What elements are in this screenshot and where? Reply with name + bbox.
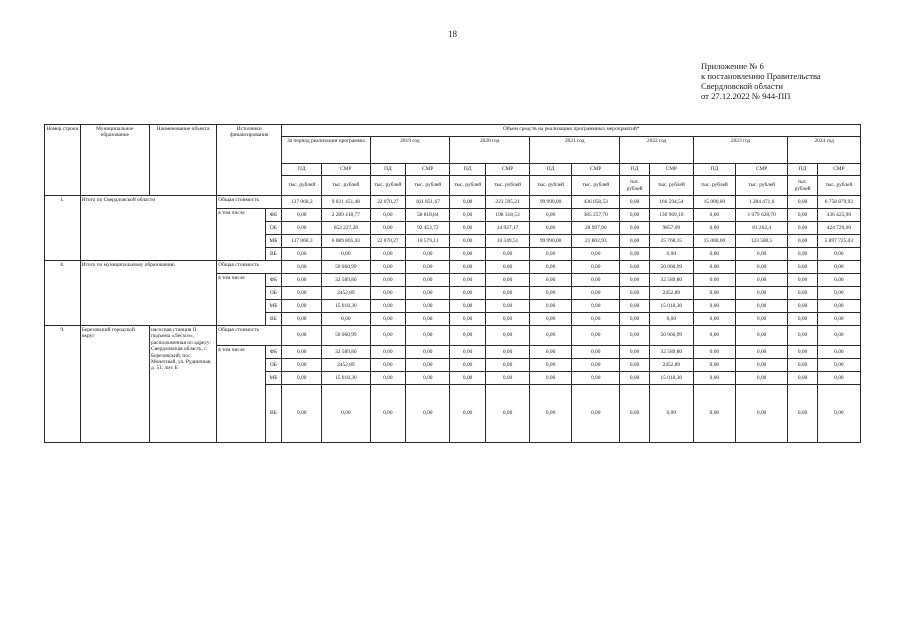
value-cell: 0,00 (693, 274, 735, 287)
value-cell: 0,00 (530, 385, 572, 443)
funding-source-label (217, 359, 265, 372)
value-cell: 0,00 (450, 300, 486, 313)
header-pd: ПД (620, 164, 649, 176)
funding-source-code: ФБ (265, 274, 282, 287)
value-cell: 0,00 (282, 346, 322, 359)
value-cell: 0,00 (486, 300, 530, 313)
value-cell: 50 060,99 (649, 261, 693, 274)
municipality-name: Березовский городской округ (80, 326, 149, 443)
value-cell: 0,00 (370, 261, 406, 274)
value-cell: 0,00 (735, 261, 788, 274)
value-cell: 0,00 (530, 372, 572, 385)
header-row-number: Номер строки (45, 125, 81, 196)
row-number: 8. (45, 261, 81, 326)
page-number: 18 (448, 29, 457, 39)
value-cell: 223 595,21 (486, 196, 530, 209)
value-cell: 0,00 (282, 313, 322, 326)
value-cell: 0,00 (693, 300, 735, 313)
value-cell: 0,00 (370, 274, 406, 287)
value-cell: 0,00 (620, 209, 649, 222)
value-cell: 0,00 (817, 385, 860, 443)
value-cell: 6 758 879,93 (817, 196, 860, 209)
value-cell: 0,00 (693, 385, 735, 443)
value-cell: 385 257,70 (572, 209, 620, 222)
value-cell: 0,00 (282, 326, 322, 346)
header-smr: СМР (406, 164, 450, 176)
value-cell: 50 060,99 (649, 326, 693, 346)
funding-source-code: ФБ (265, 346, 282, 359)
header-unit: тыс. рублей (735, 176, 788, 196)
value-cell: 0,00 (735, 359, 788, 372)
value-cell: 0,00 (649, 313, 693, 326)
value-cell: 0,00 (450, 235, 486, 248)
value-cell: 15 018,30 (322, 300, 370, 313)
value-cell: 0,00 (735, 248, 788, 261)
value-cell: 0,00 (530, 222, 572, 235)
value-cell: 0,00 (406, 385, 450, 443)
header-unit: тыс. рублей (620, 176, 649, 196)
value-cell: 0,00 (282, 300, 322, 313)
value-cell: 0,00 (572, 346, 620, 359)
value-cell: 0,00 (406, 261, 450, 274)
value-cell: 0,00 (370, 222, 406, 235)
value-cell: 0,00 (693, 313, 735, 326)
value-cell: 92 453,72 (406, 222, 450, 235)
value-cell: 0,00 (788, 287, 817, 300)
value-cell: 0,00 (370, 326, 406, 346)
value-cell: 0,00 (322, 385, 370, 443)
header-smr: СМР (817, 164, 860, 176)
funding-source-label (217, 222, 265, 235)
value-cell: 0,00 (620, 313, 649, 326)
value-cell: 0,00 (788, 196, 817, 209)
header-pd: ПД (450, 164, 486, 176)
value-cell: 0,00 (572, 326, 620, 346)
block-title: Итого по муниципальному образованию (80, 261, 217, 326)
value-cell: 166 594,54 (649, 196, 693, 209)
value-cell: 0,00 (450, 261, 486, 274)
value-cell: 0,00 (282, 248, 322, 261)
funding-source-code: ВБ (265, 248, 282, 261)
appendix-line-1: Приложение № 6 (701, 61, 764, 71)
header-unit: тыс. рублей (572, 176, 620, 196)
header-year-2019: 2019 год (370, 137, 450, 164)
header-period-total: За период реализации программы (282, 137, 370, 164)
value-cell: 0,00 (572, 359, 620, 372)
header-pd: ПД (693, 164, 735, 176)
value-cell: 0,00 (282, 385, 322, 443)
value-cell: 0,00 (693, 372, 735, 385)
header-object-name: Наименование объекта (150, 125, 217, 196)
value-cell: 0,00 (735, 326, 788, 346)
header-smr: СМР (649, 164, 693, 176)
value-cell: 0,00 (406, 300, 450, 313)
value-cell: 81 262,4 (735, 222, 788, 235)
value-cell: 0,00 (649, 248, 693, 261)
value-cell: 0,00 (450, 209, 486, 222)
value-cell: 99 990,00 (530, 196, 572, 209)
value-cell: 0,00 (322, 313, 370, 326)
funding-source-label (217, 372, 265, 385)
value-cell: 6 089 805,43 (322, 235, 370, 248)
value-cell: 137 060,3 (282, 235, 322, 248)
value-cell: 0,00 (788, 326, 817, 346)
value-cell: 652 227,28 (322, 222, 370, 235)
value-cell: 0,00 (450, 359, 486, 372)
value-cell: 0,00 (486, 248, 530, 261)
value-cell: 9 031 451,48 (322, 196, 370, 209)
funding-source-label: Общая стоимость (217, 261, 282, 274)
value-cell: 0,00 (572, 274, 620, 287)
value-cell: 0,00 (370, 346, 406, 359)
funding-source-label (217, 300, 265, 313)
value-cell: 0,00 (450, 274, 486, 287)
value-cell: 0,00 (572, 287, 620, 300)
value-cell: 0,00 (282, 372, 322, 385)
value-cell: 0,00 (620, 326, 649, 346)
funding-source-code: ОБ (265, 287, 282, 300)
value-cell: 28 997,90 (572, 222, 620, 235)
funding-source-label (217, 248, 265, 261)
funding-source-label: в том числе (217, 209, 265, 222)
value-cell: 0,00 (693, 222, 735, 235)
value-cell: 0,00 (788, 222, 817, 235)
value-cell: 0,00 (572, 300, 620, 313)
value-cell: 0,00 (530, 209, 572, 222)
value-cell: 0,00 (620, 248, 649, 261)
value-cell: 2452,89 (322, 359, 370, 372)
value-cell: 5 897 725,03 (817, 235, 860, 248)
value-cell: 0,00 (370, 385, 406, 443)
value-cell: 14 927,17 (486, 222, 530, 235)
funding-table (44, 124, 861, 443)
value-cell: 123 580,5 (735, 235, 788, 248)
header-unit: тыс. рублей (649, 176, 693, 196)
value-cell: 0,00 (486, 372, 530, 385)
value-cell: 32 589,80 (322, 274, 370, 287)
value-cell: 0,00 (693, 209, 735, 222)
funding-source-code: МБ (265, 372, 282, 385)
header-municipality: Муниципальное образование (80, 125, 149, 196)
value-cell: 9857,09 (649, 222, 693, 235)
value-cell: 2452,89 (322, 287, 370, 300)
header-smr: СМР (486, 164, 530, 176)
header-smr: СМР (735, 164, 788, 176)
value-cell: 130 969,10 (649, 209, 693, 222)
value-cell: 15 000,00 (693, 235, 735, 248)
value-cell: 0,00 (530, 313, 572, 326)
value-cell: 0,00 (735, 313, 788, 326)
value-cell: 0,00 (530, 287, 572, 300)
appendix-header (701, 61, 821, 101)
value-cell: 0,00 (620, 222, 649, 235)
header-unit: тыс. рублей (406, 176, 450, 196)
value-cell: 0,00 (735, 385, 788, 443)
value-cell: 22 070,27 (370, 196, 406, 209)
value-cell: 0,00 (406, 287, 450, 300)
funding-source-label (217, 287, 265, 300)
value-cell: 0,00 (817, 248, 860, 261)
value-cell: 0,00 (450, 248, 486, 261)
value-cell: 0,00 (735, 287, 788, 300)
value-cell: 0,00 (620, 287, 649, 300)
header-unit: тыс. рублей (370, 176, 406, 196)
header-unit: тыс. рублей (282, 176, 322, 196)
value-cell: 0,00 (572, 248, 620, 261)
value-cell: 0,00 (486, 287, 530, 300)
value-cell: 0,00 (817, 359, 860, 372)
value-cell: 0,00 (530, 274, 572, 287)
value-cell: 0,00 (486, 359, 530, 372)
value-cell: 0,00 (370, 372, 406, 385)
value-cell: 50 060,99 (322, 261, 370, 274)
value-cell: 0,00 (406, 313, 450, 326)
value-cell: 0,00 (450, 346, 486, 359)
value-cell: 99 990,00 (530, 235, 572, 248)
row-number: 1. (45, 196, 81, 261)
value-cell: 0,00 (530, 248, 572, 261)
header-unit: тыс. рублей (693, 176, 735, 196)
value-cell: 0,00 (817, 313, 860, 326)
funding-source-label (217, 385, 265, 443)
value-cell: 0,00 (406, 248, 450, 261)
funding-source-label: Общая стоимость (217, 196, 282, 209)
funding-source-code: ВБ (265, 313, 282, 326)
value-cell: 21 802,93 (572, 235, 620, 248)
value-cell: 0,00 (788, 209, 817, 222)
value-cell: 0,00 (693, 326, 735, 346)
table-row (45, 261, 861, 274)
value-cell: 0,00 (620, 261, 649, 274)
header-unit: тыс. рублей (450, 176, 486, 196)
value-cell: 0,00 (788, 372, 817, 385)
value-cell: 0,00 (693, 261, 735, 274)
header-unit: тыс. рублей (530, 176, 572, 196)
value-cell: 0,00 (817, 287, 860, 300)
header-unit: тыс. рублей (788, 176, 817, 196)
value-cell: 0,00 (530, 261, 572, 274)
value-cell: 0,00 (788, 300, 817, 313)
value-cell: 0,00 (406, 326, 450, 346)
value-cell: 0,00 (322, 248, 370, 261)
header-funding-sources: Источники финансирования (217, 125, 282, 196)
value-cell: 0,00 (735, 274, 788, 287)
value-cell: 0,00 (530, 346, 572, 359)
value-cell: 0,00 (530, 300, 572, 313)
value-cell: 0,00 (450, 222, 486, 235)
header-smr: СМР (572, 164, 620, 176)
value-cell: 0,00 (693, 346, 735, 359)
value-cell: 0,00 (788, 261, 817, 274)
row-number: 9. (45, 326, 81, 443)
value-cell: 0,00 (406, 372, 450, 385)
funding-source-code: ОБ (265, 359, 282, 372)
value-cell: 1 284 471,6 (735, 196, 788, 209)
value-cell: 50 060,99 (322, 326, 370, 346)
value-cell: 2452,89 (649, 287, 693, 300)
value-cell: 0,00 (788, 385, 817, 443)
funding-source-code: ВБ (265, 385, 282, 443)
value-cell: 0,00 (486, 313, 530, 326)
value-cell: 0,00 (788, 248, 817, 261)
value-cell: 0,00 (817, 326, 860, 346)
header-year-2022: 2022 год (620, 137, 693, 164)
funding-source-code: МБ (265, 235, 282, 248)
funding-source-code: ОБ (265, 222, 282, 235)
funding-source-code: МБ (265, 300, 282, 313)
value-cell: 0,00 (620, 196, 649, 209)
value-cell: 0,00 (620, 359, 649, 372)
value-cell: 0,00 (693, 248, 735, 261)
value-cell: 0,00 (450, 385, 486, 443)
value-cell: 0,00 (406, 359, 450, 372)
value-cell: 0,00 (282, 359, 322, 372)
header-smr: СМР (322, 164, 370, 176)
value-cell: 198 318,53 (486, 209, 530, 222)
value-cell: 0,00 (817, 372, 860, 385)
header-unit: тыс. рублей (817, 176, 860, 196)
value-cell: 0,00 (788, 313, 817, 326)
value-cell: 10 349,51 (486, 235, 530, 248)
value-cell: 0,00 (620, 300, 649, 313)
value-cell: 0,00 (450, 196, 486, 209)
value-cell: 0,00 (572, 261, 620, 274)
value-cell: 0,00 (370, 248, 406, 261)
appendix-line-2: к постановлению Правительства (701, 71, 821, 81)
value-cell: 32 589,80 (322, 346, 370, 359)
value-cell: 137 060,3 (282, 196, 322, 209)
header-pd: ПД (370, 164, 406, 176)
value-cell: 0,00 (282, 222, 322, 235)
value-cell: 0,00 (450, 287, 486, 300)
value-cell: 436 058,53 (572, 196, 620, 209)
funding-source-code: ФБ (265, 209, 282, 222)
header-year-2024: 2024 год (788, 137, 861, 164)
value-cell: 0,00 (693, 287, 735, 300)
value-cell: 25 768,35 (649, 235, 693, 248)
value-cell: 0,00 (282, 261, 322, 274)
value-cell: 15 000,00 (693, 196, 735, 209)
value-cell: 0,00 (788, 346, 817, 359)
value-cell: 0,00 (817, 274, 860, 287)
value-cell: 0,00 (788, 274, 817, 287)
funding-source-label (217, 235, 265, 248)
value-cell: 15 018,30 (649, 300, 693, 313)
value-cell: 0,00 (370, 300, 406, 313)
header-pd: ПД (788, 164, 817, 176)
header-volume: Объем средств на реализацию программных мероприятий* (282, 125, 861, 137)
header-unit: тыс. рублей (322, 176, 370, 196)
appendix-line-3: Свердловской области (701, 81, 784, 91)
value-cell: 15 018,30 (322, 372, 370, 385)
value-cell: 15 018,30 (649, 372, 693, 385)
block-title: Итого по Свердловской области (80, 196, 217, 261)
value-cell: 0,00 (370, 287, 406, 300)
value-cell: 0,00 (406, 346, 450, 359)
value-cell: 0,00 (620, 346, 649, 359)
value-cell: 0,00 (693, 359, 735, 372)
value-cell: 2 289 418,77 (322, 209, 370, 222)
value-cell: 32 589,80 (649, 346, 693, 359)
value-cell: 0,00 (486, 326, 530, 346)
value-cell: 0,00 (450, 313, 486, 326)
value-cell: 0,00 (486, 385, 530, 443)
funding-source-label: в том числе (217, 274, 265, 287)
header-unit: тыс. рублей (486, 176, 530, 196)
header-year-2020: 2020 год (450, 137, 530, 164)
value-cell: 32 589,80 (649, 274, 693, 287)
table-row (45, 196, 861, 209)
value-cell: 0,00 (486, 346, 530, 359)
header-pd: ПД (530, 164, 572, 176)
value-cell: 0,00 (282, 287, 322, 300)
value-cell: 0,00 (486, 274, 530, 287)
value-cell: 0,00 (450, 326, 486, 346)
value-cell: 22 070,27 (370, 235, 406, 248)
value-cell: 0,00 (620, 274, 649, 287)
value-cell: 0,00 (620, 385, 649, 443)
value-cell: 0,00 (735, 346, 788, 359)
value-cell: 58 818,84 (406, 209, 450, 222)
funding-source-label: в том числе (217, 346, 265, 359)
value-cell: 0,00 (788, 359, 817, 372)
header-year-2023: 2023 год (693, 137, 788, 164)
header-year-2021: 2021 год (530, 137, 620, 164)
value-cell: 161 851,67 (406, 196, 450, 209)
value-cell: 1 079 628,70 (735, 209, 788, 222)
value-cell: 10 579,11 (406, 235, 450, 248)
value-cell: 0,00 (817, 261, 860, 274)
value-cell: 0,00 (282, 209, 322, 222)
value-cell: 0,00 (572, 372, 620, 385)
value-cell: 436 425,90 (817, 209, 860, 222)
value-cell: 0,00 (620, 235, 649, 248)
value-cell: 0,00 (282, 274, 322, 287)
value-cell: 0,00 (649, 385, 693, 443)
value-cell: 424 729,00 (817, 222, 860, 235)
value-cell: 0,00 (370, 209, 406, 222)
value-cell: 0,00 (370, 359, 406, 372)
value-cell: 0,00 (735, 300, 788, 313)
header-pd: ПД (282, 164, 322, 176)
appendix-line-4: от 27.12.2022 № 944-ПП (701, 91, 791, 101)
object-name: насосная станция II подъема «Лесхоз», расположенная по адресу: Свердловская область, г. Березовский, пос. Монетный, ул. Рудничная, д. 51, лит. Б (150, 326, 217, 443)
value-cell: 0,00 (817, 346, 860, 359)
value-cell: 0,00 (572, 313, 620, 326)
value-cell: 0,00 (530, 326, 572, 346)
value-cell: 0,00 (735, 372, 788, 385)
value-cell: 0,00 (450, 372, 486, 385)
value-cell: 0,00 (788, 235, 817, 248)
funding-source-label: Общая стоимость (217, 326, 282, 346)
value-cell: 0,00 (572, 385, 620, 443)
value-cell: 0,00 (406, 274, 450, 287)
value-cell: 0,00 (486, 261, 530, 274)
value-cell: 0,00 (817, 300, 860, 313)
value-cell: 2452,89 (649, 359, 693, 372)
value-cell: 0,00 (530, 359, 572, 372)
value-cell: 0,00 (370, 313, 406, 326)
value-cell: 0,00 (620, 372, 649, 385)
funding-source-label (217, 313, 265, 326)
table-row (45, 326, 861, 346)
